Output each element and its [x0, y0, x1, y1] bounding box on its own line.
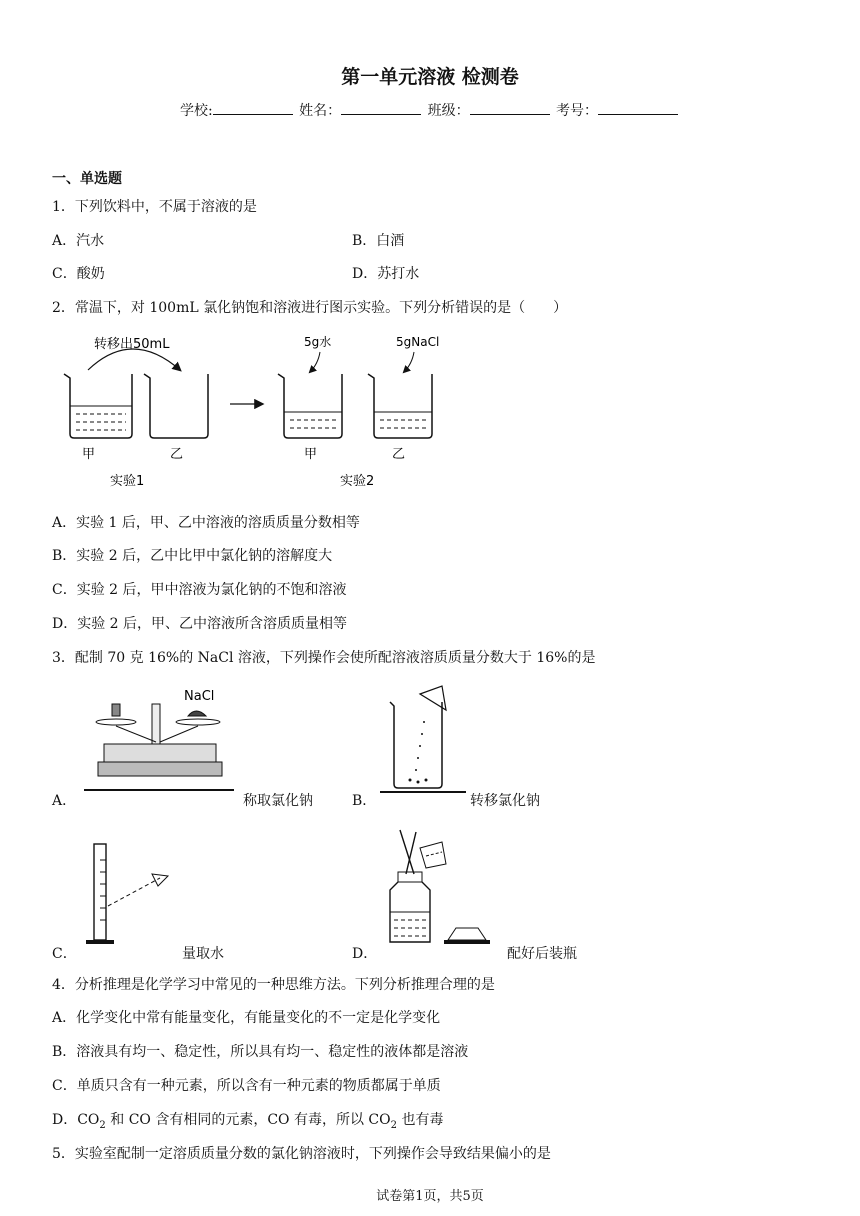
- class-label: 班级：: [427, 103, 470, 119]
- school-label: 学校:: [179, 103, 213, 119]
- q4-option-a[interactable]: A．化学变化中常有能量变化，有能量变化的不一定是化学变化: [52, 1010, 441, 1026]
- q1-option-c[interactable]: C．酸奶: [52, 266, 105, 282]
- q2-option-d[interactable]: D．实验 2 后，甲、乙中溶液所含溶质质量相等: [52, 616, 348, 632]
- q3-option-b-caption: 转移氯化钠: [470, 793, 540, 809]
- label-yi-2: 乙: [392, 447, 406, 462]
- page-footer: 试卷第1页，共5页: [376, 1189, 484, 1204]
- beaker-jia-exp1: [64, 374, 132, 438]
- q4-option-c[interactable]: C．单质只含有一种元素，所以含有一种元素的物质都属于单质: [52, 1078, 441, 1094]
- q3-option-d-letter[interactable]: D．: [352, 946, 378, 962]
- name-blank[interactable]: [341, 100, 421, 115]
- transfer-arrow: [88, 349, 180, 370]
- water-arrow: [310, 352, 320, 372]
- cylinder-figure: [80, 840, 180, 952]
- q2-experiment-figure: [52, 330, 472, 495]
- q3-option-d-caption: 配好后装瓶: [507, 946, 577, 962]
- balance-figure: [84, 682, 234, 800]
- label-jia-2: 甲: [304, 447, 318, 462]
- label-jia-1: 甲: [82, 447, 96, 462]
- nacl-label: 5gNaCl: [396, 335, 440, 349]
- water-label: 5g水: [304, 335, 332, 349]
- q5-stem: 5．实验室配制一定溶质质量分数的氯化钠溶液时，下列操作会导致结果偏小的是: [52, 1146, 551, 1162]
- exam-no-label: 考号：: [556, 103, 599, 119]
- q1-option-b[interactable]: B．白酒: [352, 233, 405, 249]
- beaker-jia-exp2: [278, 374, 342, 438]
- beaker-yi-exp2: [368, 374, 432, 438]
- q1-stem: 1．下列饮料中，不属于溶液的是: [52, 199, 257, 215]
- q3-option-a-letter[interactable]: A．: [52, 793, 77, 809]
- q3-option-a-caption: 称取氯化钠: [243, 793, 313, 809]
- nacl-arrow: [404, 352, 414, 372]
- name-label: 姓名：: [299, 103, 342, 119]
- q2-stem: 2．常温下，对 100mL 氯化钠饱和溶液进行图示实验。下列分析错误的是（ ）: [52, 300, 568, 316]
- q2-option-c[interactable]: C．实验 2 后，甲中溶液为氯化钠的不饱和溶液: [52, 582, 347, 598]
- q3-option-c-letter[interactable]: C．: [52, 946, 77, 962]
- q3-option-c-caption: 量取水: [182, 946, 224, 962]
- class-blank[interactable]: [470, 100, 550, 115]
- exp1-label: 实验1: [110, 474, 145, 489]
- q1-option-d[interactable]: D．苏打水: [352, 266, 420, 282]
- section-title: 一、单选题: [52, 171, 122, 187]
- q4-option-b[interactable]: B．溶液具有均一、稳定性，所以具有均一、稳定性的液体都是溶液: [52, 1044, 469, 1060]
- transfer-salt-figure: [380, 682, 470, 800]
- q4-stem: 4．分析推理是化学学习中常见的一种思维方法。下列分析推理合理的是: [52, 977, 495, 993]
- q3-option-b-letter[interactable]: B．: [352, 793, 377, 809]
- label-yi-1: 乙: [170, 447, 184, 462]
- q4-option-d[interactable]: D．$CO_2$ 和 CO 含有相同的元素，CO 有毒，所以 $CO_2$ 也有毒: [52, 1112, 444, 1131]
- exam-no-blank[interactable]: [598, 100, 678, 115]
- student-info-line: [0, 100, 860, 120]
- q1-option-a[interactable]: A．汽水: [52, 233, 105, 249]
- exp2-label: 实验2: [340, 474, 375, 489]
- page-title: 第一单元溶液 检测卷: [341, 66, 519, 88]
- q2-option-b[interactable]: B．实验 2 后，乙中比甲中氯化钠的溶解度大: [52, 548, 333, 564]
- q3-stem: 3．配制 70 克 16%的 NaCl 溶液，下列操作会使所配溶液溶质质量分数大于 16%的是: [52, 650, 596, 666]
- balance-nacl-label: NaCl: [184, 689, 215, 704]
- q2-option-a[interactable]: A．实验 1 后，甲、乙中溶液的溶质质量分数相等: [52, 515, 360, 531]
- school-blank[interactable]: [213, 100, 293, 115]
- beaker-yi-exp1: [144, 374, 208, 438]
- bottling-figure: [380, 828, 500, 952]
- transfer-label: 转移出50mL: [94, 337, 170, 352]
